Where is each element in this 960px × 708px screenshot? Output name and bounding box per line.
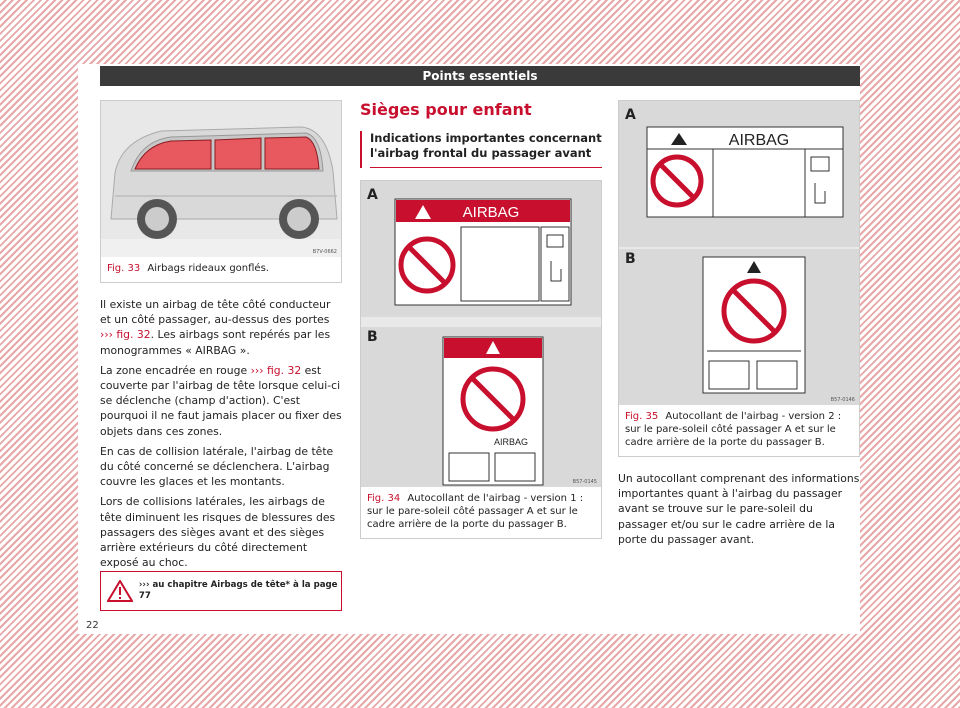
paragraph: Un autocollant comprenant des informations importantes quant à l'airbag du passager avant se trouve sur le pare-soleil du passager et/ou sur le cadre arrière de la porte du passager avant. bbox=[618, 472, 860, 546]
figure-number: Fig. 35 bbox=[625, 411, 659, 422]
figure-33 bbox=[100, 100, 342, 283]
page-header: Points essentiels bbox=[100, 66, 860, 86]
figure-code: B57-0146 bbox=[830, 397, 855, 403]
label-a: A bbox=[367, 187, 378, 203]
figure-caption bbox=[101, 257, 341, 282]
warning-icon bbox=[101, 580, 139, 602]
page-number: 22 bbox=[86, 620, 99, 631]
figure-caption-text: Autocollant de l'airbag - version 1 : sur le pare-soleil côté passager A et sur le cadre arrière de la porte du passager B. bbox=[367, 493, 584, 530]
figure-link[interactable]: ››› fig. 32 bbox=[100, 328, 151, 342]
label-a: A bbox=[625, 107, 636, 123]
figure-caption-text: Autocollant de l'airbag - version 2 : sur le pare-soleil côté passager A et sur le cadre arrière de la porte du passager B. bbox=[625, 411, 842, 448]
svg-text:AIRBAG: AIRBAG bbox=[728, 132, 790, 149]
label-b: B bbox=[625, 251, 636, 267]
car-side-illustration bbox=[101, 101, 341, 257]
airbag-sticker-illustration bbox=[361, 181, 601, 487]
column-left bbox=[100, 100, 342, 575]
paragraph: Il existe un airbag de tête côté conducteur et un côté passager, au-dessus des portes ››› fig. 32. Les airbags sont repérés par les monogrammes « AIRBAG ». bbox=[100, 298, 331, 357]
label-b: B bbox=[367, 329, 378, 345]
figure-number: Fig. 34 bbox=[367, 493, 401, 504]
figure-caption-text: Airbags rideaux gonflés. bbox=[147, 263, 269, 274]
paragraph: La zone encadrée en rouge ››› fig. 32 est couverte par l'airbag de tête lorsque celui-ci se déclenche (champ d'action). C'est pourquoi il ne faut jamais placer ou fixer des objets dans ces zones. bbox=[100, 363, 342, 438]
figure-caption bbox=[619, 405, 859, 456]
figure-number: Fig. 33 bbox=[107, 263, 141, 274]
figure-34 bbox=[360, 180, 602, 539]
paragraph: Lors de collisions latérales, les airbags de tête diminuent les risques de blessures des passagers des sièges avant et des sièges arrière extérieurs du côté directement exposé au choc. bbox=[100, 495, 336, 570]
svg-text:AIRBAG: AIRBAG bbox=[493, 437, 529, 447]
section-title: Sièges pour enfant bbox=[360, 100, 532, 119]
figure-caption bbox=[361, 487, 601, 538]
svg-text:AIRBAG: AIRBAG bbox=[462, 204, 520, 221]
warning-text[interactable]: ››› au chapitre Airbags de tête* à la page 77 bbox=[138, 580, 338, 601]
car-airbag-image bbox=[101, 101, 341, 257]
paragraph: En cas de collision latérale, l'airbag de tête du côté concerné se déclenchera. L'airbag couvre les glaces et les montants. bbox=[100, 444, 334, 489]
body-text bbox=[100, 297, 342, 570]
airbag-sticker-illustration bbox=[619, 101, 859, 405]
subsection-title: Indications importantes concernant l'airbag frontal du passager avant bbox=[370, 131, 602, 168]
airbag-sticker-v1-image bbox=[361, 181, 601, 487]
column-middle bbox=[360, 100, 602, 539]
figure-code: B7V-0662 bbox=[312, 249, 337, 255]
figure-link[interactable]: ››› fig. 32 bbox=[250, 363, 302, 377]
subsection-header bbox=[360, 131, 602, 168]
airbag-sticker-v2-image bbox=[619, 101, 859, 405]
body-text bbox=[618, 471, 860, 547]
warning-box bbox=[100, 571, 342, 611]
column-right bbox=[618, 100, 860, 552]
figure-35 bbox=[618, 100, 860, 457]
figure-code: B57-0145 bbox=[572, 479, 597, 485]
